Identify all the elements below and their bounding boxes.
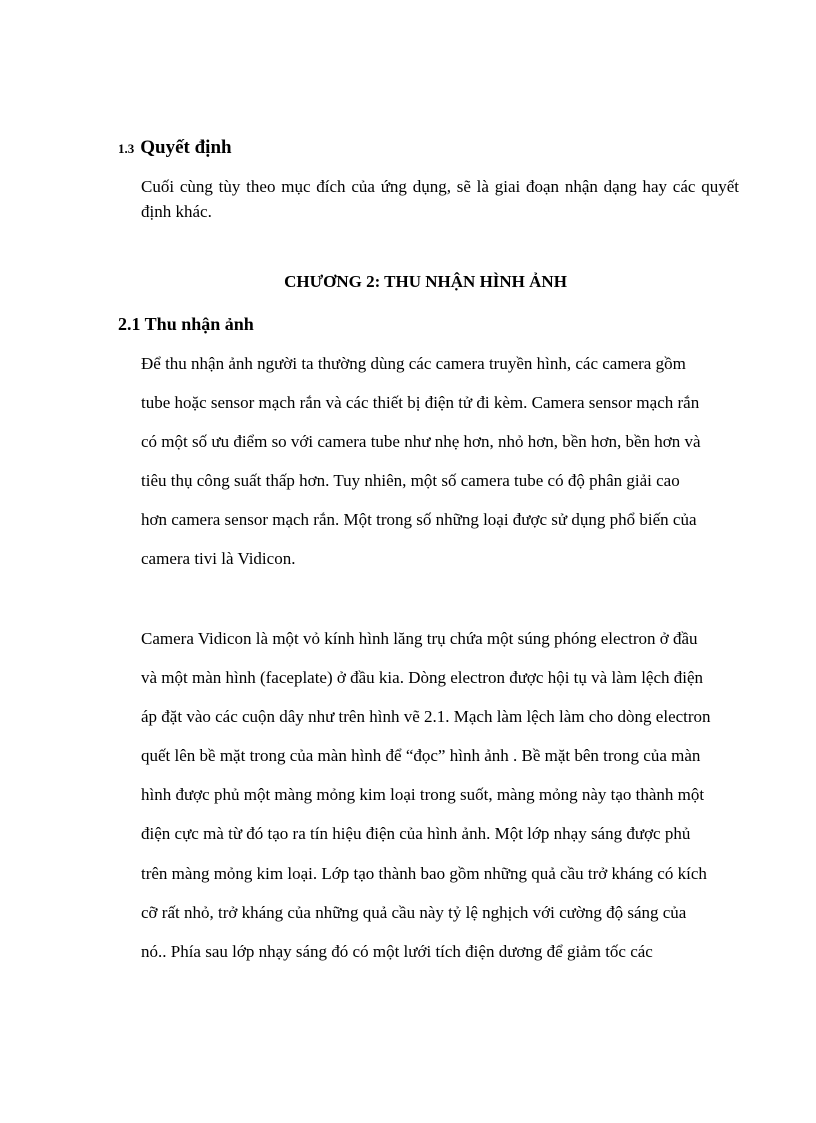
section-1-3-heading [118,133,232,160]
text-line: áp đặt vào các cuộn dây như trên hình vẽ 2.1. Mạch làm lệch làm cho dòng electron [141,707,711,727]
text-line: cỡ rất nhỏ, trở kháng của những quả cầu này tỷ lệ nghịch với cường độ sáng của [141,902,687,922]
text-line: có một số ưu điểm so với camera tube như nhẹ hơn, nhỏ hơn, bền hơn, bền hơn và [141,432,701,452]
section-1-3-paragraph: Cuối cùng tùy theo mục đích của ứng dụng, sẽ là giai đoạn nhận dạng hay các quyết định khác. [141,177,739,221]
text-line: tiêu thụ công suất thấp hơn. Tuy nhiên, một số camera tube có độ phân giải cao [141,471,680,491]
text-line: và một màn hình (faceplate) ở đầu kia. Dòng electron được hội tụ và làm lệch điện [141,668,704,688]
text-line: điện cực mà từ đó tạo ra tín hiệu điện của hình ảnh. Một lớp nhạy sáng được phủ [141,824,691,844]
text-line: trên màng mỏng kim loại. Lớp tạo thành bao gồm những quả cầu trở kháng có kích [141,863,707,883]
section-title: Quyết định [140,137,232,158]
text-line: quết lên bề mặt trong của màn hình để “đọc” hình ảnh . Bề mặt bên trong của màn [141,746,701,766]
text-line: nó.. Phía sau lớp nhạy sáng đó có một lưới tích điện dương để giảm tốc các [141,941,653,961]
text-line: camera tivi là Vidicon. [141,549,296,569]
section-2-1-paragraph-2 [141,619,711,971]
text-line: Để thu nhận ảnh người ta thường dùng các camera truyền hình, các camera gồm [141,354,686,373]
section-2-1-heading: 2.1 Thu nhận ảnh [118,314,254,334]
section-2-1-paragraph-1 [141,344,701,579]
text-line: hơn camera sensor mạch rắn. Một trong số những loại được sử dụng phổ biến của [141,510,697,530]
chapter-title: CHƯƠNG 2: THU NHẬN HÌNH ẢNH [284,272,567,291]
section-number: 1.3 [118,141,135,156]
text-line: hình được phủ một màng mỏng kim loại trong suốt, màng mỏng này tạo thành một [141,785,705,805]
text-line: Camera Vidicon là một vỏ kính hình lăng trụ chứa một súng phóng electron ở đầu [141,629,698,648]
text-line: tube hoặc sensor mạch rắn và các thiết bị điện tử đi kèm. Camera sensor mạch rắn [141,393,700,413]
